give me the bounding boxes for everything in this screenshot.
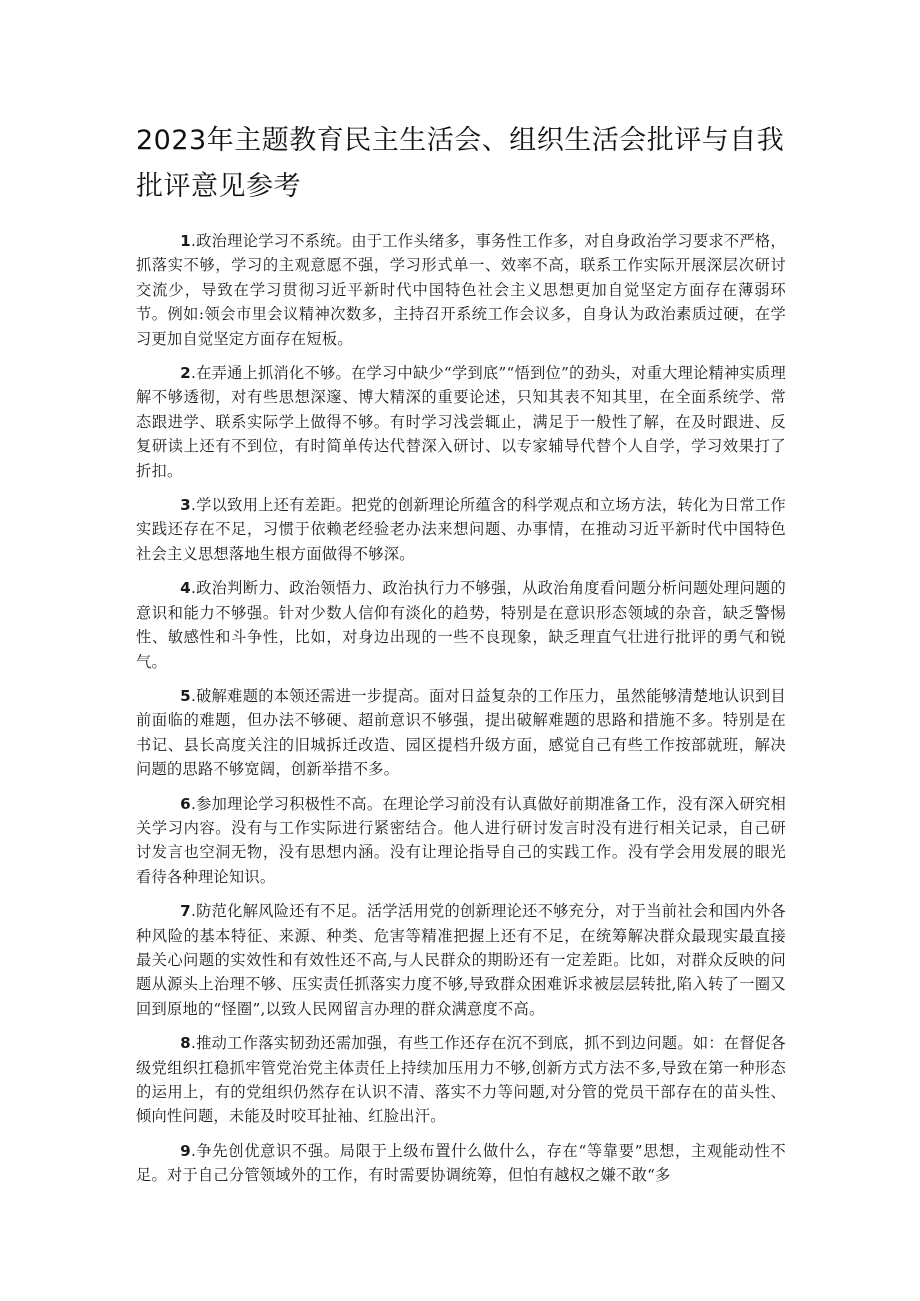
paragraph-8	[136, 1031, 786, 1129]
paragraph-4	[136, 576, 786, 674]
paragraph-7	[136, 899, 786, 1021]
paragraph-text: .破解难题的本领还需进一步提高。面对日益复杂的工作压力，虽然能够清楚地认识到目前面临的难题，但办法不够硬、超前意识不够强，提出破解难题的思路和措施不多。特别是在书记、县长高度关注的旧城拆迁改造、园区提档升级方面，感觉自己有些工作按部就班，解决问题的思路不够宽阔，创新举措不多。	[136, 686, 786, 779]
paragraph-text: .政治理论学习不系统。由于工作头绪多，事务性工作多，对自身政治学习要求不严格，抓落实不够，学习的主观意愿不强，学习形式单一、效率不高，联系工作实际开展深层次研讨交流少，导致在学习贯彻习近平新时代中国特色社会主义思想更加自觉坚定方面存在薄弱环节。例如:领会市里会议精神次数多，主持召开系统工作会议多，自身认为政治素质过硬，在学习更加自觉坚定方面存在短板。	[136, 232, 786, 348]
paragraph-5	[136, 684, 786, 782]
paragraph-text: .争先创优意识不强。局限于上级布置什么做什么，存在“等靠要”思想，主观能动性不足。对于自己分管领域外的工作，有时需要协调统筹，但怕有越权之嫌不敢“多	[136, 1141, 786, 1185]
paragraph-text: .政治判断力、政治领悟力、政治执行力不够强，从政治角度看问题分析问题处理问题的意识和能力不够强。针对少数人信仰有淡化的趋势，特别是在意识形态领域的杂音，缺乏警惕性、敏感性和斗争性，比如，对身边出现的一些不良现象，缺乏理直气壮进行批评的勇气和锐气。	[136, 579, 786, 671]
paragraph-number: 5	[180, 686, 191, 705]
paragraph-6	[136, 792, 786, 890]
paragraph-text: .防范化解风险还有不足。活学活用党的创新理论还不够充分，对于当前社会和国内外各种风险的基本特征、来源、种类、危害等精准把握上还有不足，在统筹解决群众最现实最直接最关心问题的实效性和有效性还不高,与人民群众的期盼还有一定差距。比如，对群众反映的问题从源头上治理不够、压实责任抓落实力度不够,导致群众困难诉求被层层转批,陷入转了一圈又回到原地的“怪圈”,以致人民网留言办理的群众满意度不高。	[136, 902, 786, 1018]
document-body	[136, 229, 786, 1198]
paragraph-number: 1	[180, 232, 191, 250]
paragraph-number: 2	[180, 364, 191, 383]
paragraph-number: 7	[180, 902, 191, 921]
paragraph-number: 4	[180, 579, 191, 598]
paragraph-1	[136, 229, 786, 351]
paragraph-text: .在弄通上抓消化不够。在学习中缺少“学到底”“悟到位”的劲头，对重大理论精神实质理解不够透彻，对有些思想深邃、博大精深的重要论述，只知其表不知其里，在全面系统学、常态跟进学、联系实际学上做得不够。有时学习浅尝辄止，满足于一般性了解，在及时跟进、反复研读上还有不到位，有时简单传达代替深入研讨、以专家辅导代替个人自学，学习效果打了折扣。	[136, 364, 786, 480]
document-title: 2023年主题教育民主生活会、组织生活会批评与自我批评意见参考	[136, 125, 785, 202]
paragraph-2	[136, 361, 786, 483]
paragraph-text: .学以致用上还有差距。把党的创新理论所蕴含的科学观点和立场方法，转化为日常工作实践还存在不足，习惯于依赖老经验老办法来想问题、办事情，在推动习近平新时代中国特色社会主义思想落地生根方面做得不够深。	[136, 496, 786, 563]
paragraph-text: .推动工作落实韧劲还需加强，有些工作还存在沉不到底，抓不到边问题。如：在督促各级党组织扛稳抓牢管党治党主体责任上持续加压用力不够,创新方式方法不多,导致在第一种形态的运用上，有的党组织仍然存在认识不清、落实不力等问题,对分管的党员干部存在的苗头性、倾向性问题，未能及时咬耳扯袖、红脸出汗。	[136, 1034, 786, 1126]
paragraph-text: .参加理论学习积极性不高。在理论学习前没有认真做好前期准备工作，没有深入研究相关学习内容。没有与工作实际进行紧密结合。他人进行研讨发言时没有进行相关记录，自己研讨发言也空洞无物，没有思想内涵。没有让理论指导自己的实践工作。没有学会用发展的眼光看待各种理论知识。	[136, 794, 786, 886]
paragraph-9	[136, 1139, 786, 1188]
paragraph-number: 9	[180, 1141, 191, 1160]
paragraph-number: 6	[180, 794, 191, 813]
paragraph-number: 8	[180, 1034, 191, 1053]
paragraph-3	[136, 493, 786, 566]
paragraph-number: 3	[180, 496, 191, 515]
